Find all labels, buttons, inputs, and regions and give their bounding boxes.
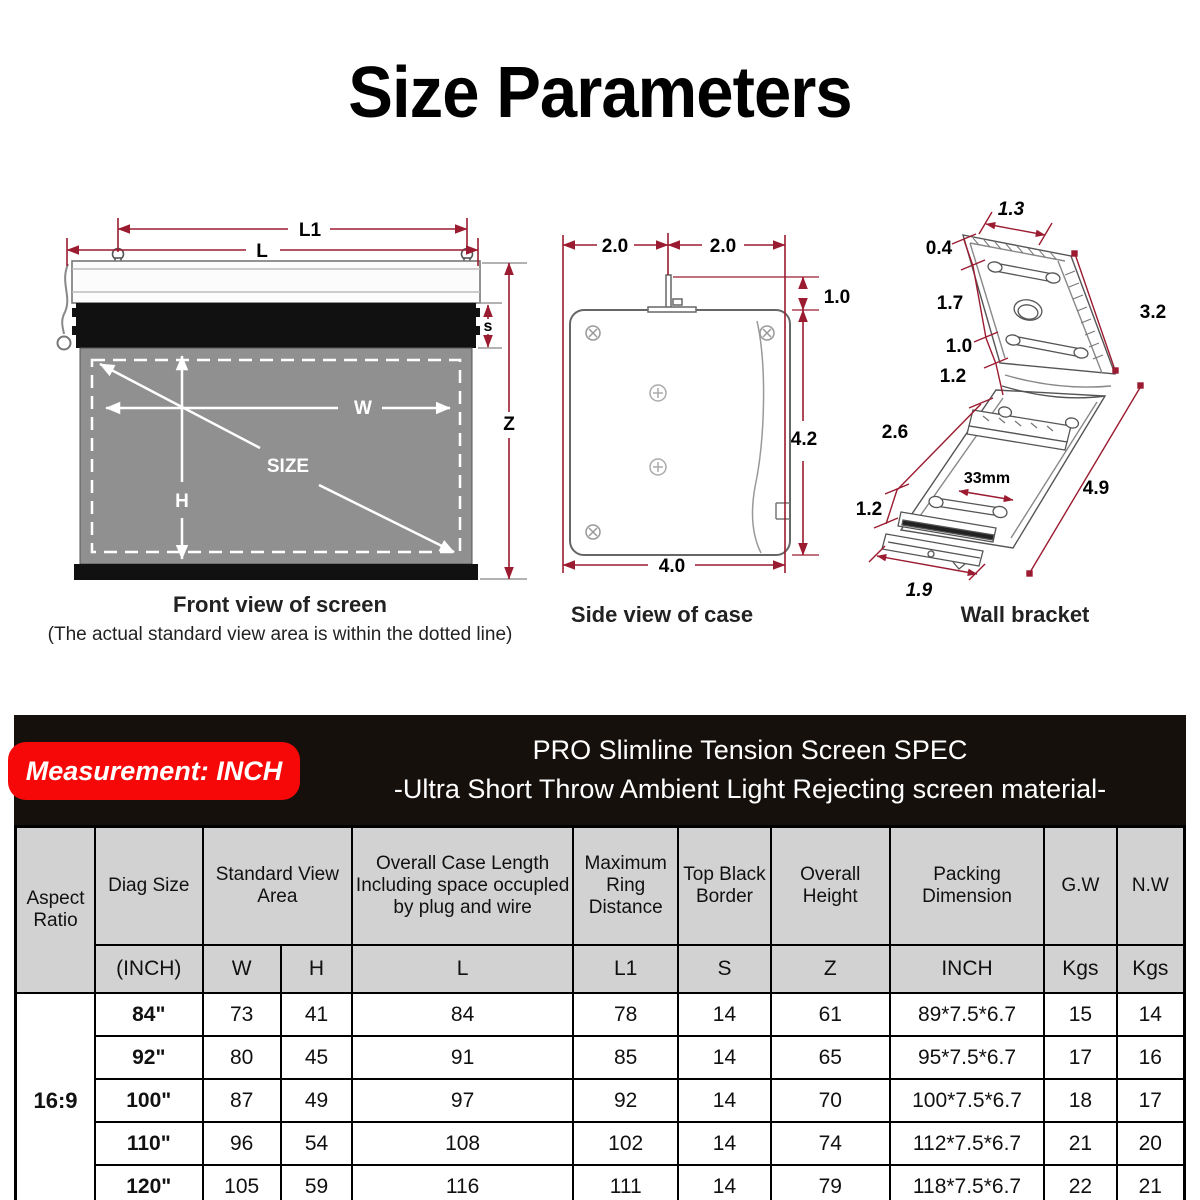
dim-3-2: 3.2 xyxy=(1139,302,1167,323)
measurement-badge: Measurement: INCH xyxy=(8,742,300,800)
front-view-caption: Front view of screen xyxy=(173,592,387,617)
cell-l: 108 xyxy=(352,1122,573,1165)
dim-33mm: 33mm xyxy=(963,470,1011,487)
dim-2-6: 2.6 xyxy=(881,422,909,443)
dim-2-0-left: 2.0 xyxy=(601,236,629,257)
width-label: W xyxy=(354,398,372,419)
front-view-diagram xyxy=(30,188,560,668)
dim-4-9: 4.9 xyxy=(1082,478,1110,499)
table-row xyxy=(16,1165,1185,1200)
cell-nw: 21 xyxy=(1117,1165,1185,1200)
side-view-caption: Side view of case xyxy=(570,602,754,627)
subheader-h: H xyxy=(281,945,352,993)
spec-title-band xyxy=(14,715,1186,825)
cell-packing: 95*7.5*6.7 xyxy=(890,1036,1044,1079)
cell-l1: 78 xyxy=(573,993,678,1036)
table-row xyxy=(16,993,1185,1036)
header-diag-size: Diag Size xyxy=(95,827,203,946)
cell-l: 116 xyxy=(352,1165,573,1200)
subheader-diag: (INCH) xyxy=(95,945,203,993)
header-maximum-ring-distance: Maximum Ring Distance xyxy=(573,827,678,946)
cell-l1: 92 xyxy=(573,1079,678,1122)
cell-diag: 92" xyxy=(95,1036,203,1079)
s-label: s xyxy=(483,318,493,335)
spec-title-line1: PRO Slimline Tension Screen SPEC xyxy=(532,735,968,765)
cell-l: 84 xyxy=(352,993,573,1036)
subheader-z: Z xyxy=(771,945,890,993)
cell-l: 91 xyxy=(352,1036,573,1079)
cell-s: 14 xyxy=(678,1165,770,1200)
table-row xyxy=(16,1079,1185,1122)
cell-l: 97 xyxy=(352,1079,573,1122)
cell-h: 59 xyxy=(281,1165,352,1200)
cell-h: 49 xyxy=(281,1079,352,1122)
cell-gw: 17 xyxy=(1044,1036,1116,1079)
cell-w: 96 xyxy=(203,1122,281,1165)
cell-z: 74 xyxy=(771,1122,890,1165)
size-label: SIZE xyxy=(266,456,310,477)
header-aspect-ratio: Aspect Ratio xyxy=(16,827,95,994)
side-view-diagram xyxy=(545,215,875,635)
screen-case xyxy=(72,261,480,303)
subheader-kgs-nw: Kgs xyxy=(1117,945,1185,993)
dim-1-2-lower: 1.2 xyxy=(855,499,883,520)
cell-packing: 100*7.5*6.7 xyxy=(890,1079,1044,1122)
cell-gw: 15 xyxy=(1044,993,1116,1036)
dim-4-2: 4.2 xyxy=(790,429,818,450)
cell-l1: 111 xyxy=(573,1165,678,1200)
bottom-weight-bar xyxy=(74,564,478,580)
cell-diag: 110" xyxy=(95,1122,203,1165)
height-label: H xyxy=(175,491,189,512)
pull-cord-icon xyxy=(58,264,71,350)
dim-1-0: 1.0 xyxy=(823,287,851,308)
cell-diag: 84" xyxy=(95,993,203,1036)
front-view-subcaption: (The actual standard view area is within the dotted line) xyxy=(47,624,513,645)
cell-nw: 14 xyxy=(1117,993,1185,1036)
subheader-l: L xyxy=(352,945,573,993)
cell-s: 14 xyxy=(678,1122,770,1165)
header-nw: N.W xyxy=(1117,827,1185,946)
spec-table xyxy=(14,825,1186,1200)
cell-diag: 120" xyxy=(95,1165,203,1200)
cell-w: 105 xyxy=(203,1165,281,1200)
cell-z: 61 xyxy=(771,993,890,1036)
dim-2-0-right: 2.0 xyxy=(709,236,737,257)
header-overall-height: Overall Height xyxy=(771,827,890,946)
spec-titles xyxy=(314,715,1186,809)
cell-h: 54 xyxy=(281,1122,352,1165)
cell-h: 45 xyxy=(281,1036,352,1079)
header-row-1 xyxy=(16,827,1185,946)
cell-w: 73 xyxy=(203,993,281,1036)
table-row xyxy=(16,1122,1185,1165)
subheader-s: S xyxy=(678,945,770,993)
cell-nw: 20 xyxy=(1117,1122,1185,1165)
cell-packing: 89*7.5*6.7 xyxy=(890,993,1044,1036)
l1-label: L1 xyxy=(298,220,322,241)
cell-gw: 21 xyxy=(1044,1122,1116,1165)
cell-nw: 16 xyxy=(1117,1036,1185,1079)
subheader-w: W xyxy=(203,945,281,993)
cell-aspect-ratio: 16:9 xyxy=(16,993,95,1200)
cell-l1: 85 xyxy=(573,1036,678,1079)
subheader-kgs-gw: Kgs xyxy=(1044,945,1116,993)
wall-bracket-diagram xyxy=(853,190,1198,650)
dim-1-9: 1.9 xyxy=(905,580,933,601)
spec-title-line2: -Ultra Short Throw Ambient Light Rejecting screen material- xyxy=(393,774,1107,804)
cell-s: 14 xyxy=(678,1079,770,1122)
cell-packing: 112*7.5*6.7 xyxy=(890,1122,1044,1165)
dim-1-0: 1.0 xyxy=(945,336,973,357)
dim-0-4: 0.4 xyxy=(925,238,953,259)
cell-h: 41 xyxy=(281,993,352,1036)
case-profile xyxy=(570,310,790,555)
header-row-2 xyxy=(16,945,1185,993)
cell-w: 80 xyxy=(203,1036,281,1079)
header-top-black-border: Top Black Border xyxy=(678,827,770,946)
cell-z: 65 xyxy=(771,1036,890,1079)
header-gw: G.W xyxy=(1044,827,1116,946)
wall-bracket-caption: Wall bracket xyxy=(960,602,1090,627)
cell-z: 79 xyxy=(771,1165,890,1200)
header-packing-dimension: Packing Dimension xyxy=(890,827,1044,946)
header-overall-case-length: Overall Case Length Including space occupled by plug and wire xyxy=(352,827,573,946)
mount-pin xyxy=(648,275,696,312)
cell-nw: 17 xyxy=(1117,1079,1185,1122)
spec-section xyxy=(14,715,1186,1200)
table-row xyxy=(16,1036,1185,1079)
cell-z: 70 xyxy=(771,1079,890,1122)
cell-l1: 102 xyxy=(573,1122,678,1165)
dim-4-0: 4.0 xyxy=(658,556,686,577)
page-title: Size Parameters xyxy=(348,53,852,133)
cell-w: 87 xyxy=(203,1079,281,1122)
dim-1-7: 1.7 xyxy=(936,293,964,314)
header-standard-view-area: Standard View Area xyxy=(203,827,353,946)
cell-gw: 22 xyxy=(1044,1165,1116,1200)
l-label: L xyxy=(256,241,268,262)
dim-1-3: 1.3 xyxy=(997,199,1025,220)
dim-1-2-upper: 1.2 xyxy=(939,366,967,387)
subheader-inch: INCH xyxy=(890,945,1044,993)
cell-s: 14 xyxy=(678,1036,770,1079)
cell-packing: 118*7.5*6.7 xyxy=(890,1165,1044,1200)
cell-gw: 18 xyxy=(1044,1079,1116,1122)
top-black-border xyxy=(72,303,480,348)
subheader-l1: L1 xyxy=(573,945,678,993)
z-label: Z xyxy=(503,414,515,435)
cell-s: 14 xyxy=(678,993,770,1036)
cell-diag: 100" xyxy=(95,1079,203,1122)
